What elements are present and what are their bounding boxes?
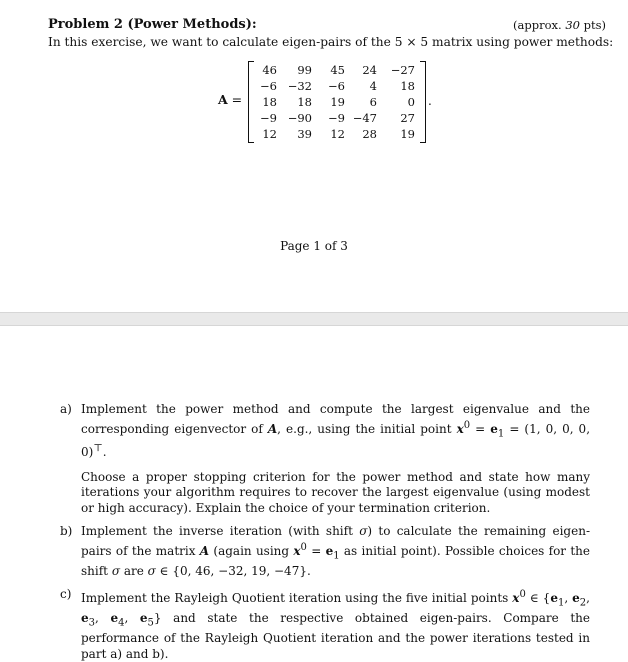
matrix-cell: −32 bbox=[287, 79, 312, 93]
matrix-cell: 0 bbox=[407, 95, 415, 109]
matrix-cell: 45 bbox=[330, 63, 345, 77]
matrix-cell: 19 bbox=[330, 95, 345, 109]
problem-title: Problem 2 (Power Methods): bbox=[48, 17, 257, 32]
matrix-row bbox=[254, 110, 415, 126]
document-page-2 bbox=[0, 326, 628, 661]
matrix-cell: 39 bbox=[297, 127, 312, 141]
matrix bbox=[248, 60, 426, 142]
task-a bbox=[60, 402, 590, 516]
matrix-cell: 6 bbox=[369, 95, 377, 109]
task-c-text: Implement the Rayleigh Quotient iteration using the five initial points $x^0$ ∈ {$e_1$, $e_2$, $e_3$, $e_4$, $e_5$} and state the respective obtained eigen-pairs. Compare the performance of the Rayleigh Quotient iteration and the power iterations tested in part a) and b). bbox=[81, 589, 590, 661]
matrix-cell: 12 bbox=[262, 127, 277, 141]
matrix-cell: 28 bbox=[362, 127, 377, 141]
matrix-cell: 99 bbox=[297, 63, 312, 77]
document-page-1 bbox=[0, 0, 628, 312]
page-footer: Page 1 of 3 bbox=[280, 239, 348, 253]
matrix-row bbox=[254, 94, 415, 110]
task-a-criterion-text: Choose a proper stopping criterion for the power method and state how many iterations your algorithm requires to recover the largest eigenvalue (using modest or high accuracy). Explain the choice of your termination criterion. bbox=[81, 469, 590, 515]
task-a-text: Implement the power method and compute the largest eigenvalue and the corresponding eigenvector of A, e.g., using the initial point $x^0 = e_1 = (1$, 0, 0, 0, 0)⊤. bbox=[81, 402, 591, 460]
task-b-text: Implement the inverse iteration (with shift σ) to calculate the remaining eigen-pairs of the matrix A (again using $x^0 = e_1$ as initial point). Possible choices for the shift σ are σ ∈ {0, 46, −32, 19, −47}. bbox=[81, 524, 590, 578]
matrix-cell: 19 bbox=[400, 127, 415, 141]
task-c bbox=[60, 587, 590, 662]
matrix-cell: −47 bbox=[352, 111, 377, 125]
matrix-cell: −90 bbox=[287, 111, 312, 125]
matrix-row bbox=[254, 126, 415, 142]
matrix-cell: 27 bbox=[400, 111, 415, 125]
task-c-label: c) bbox=[60, 587, 72, 602]
matrix-cell: 12 bbox=[330, 127, 345, 141]
matrix-cell: 24 bbox=[362, 63, 377, 77]
matrix-cell: 18 bbox=[297, 95, 312, 109]
matrix-cell: −6 bbox=[260, 79, 277, 93]
matrix-cell: −9 bbox=[328, 111, 345, 125]
matrix-cell: −27 bbox=[390, 63, 415, 77]
matrix-table bbox=[254, 62, 415, 142]
problem-points: (approx. 30 pts) bbox=[513, 18, 606, 32]
matrix-cell: 46 bbox=[262, 63, 277, 77]
matrix-row bbox=[254, 78, 415, 94]
task-b bbox=[60, 524, 590, 579]
matrix-cell: 18 bbox=[400, 79, 415, 93]
task-list bbox=[60, 402, 590, 662]
page-separator bbox=[0, 312, 628, 326]
problem-intro: In this exercise, we want to calculate eigen-pairs of the 5 × 5 matrix using power methods: bbox=[48, 35, 614, 49]
matrix-cell: 4 bbox=[369, 79, 377, 93]
matrix-cell: −6 bbox=[328, 79, 345, 93]
task-b-label: b) bbox=[60, 524, 73, 539]
matrix-cell: 18 bbox=[262, 95, 277, 109]
matrix-cell: −9 bbox=[260, 111, 277, 125]
matrix-period: . bbox=[428, 94, 432, 108]
task-a-label: a) bbox=[60, 402, 72, 416]
matrix-right-bracket bbox=[420, 61, 426, 143]
matrix-row bbox=[254, 62, 415, 78]
matrix-label: A = bbox=[218, 92, 243, 107]
